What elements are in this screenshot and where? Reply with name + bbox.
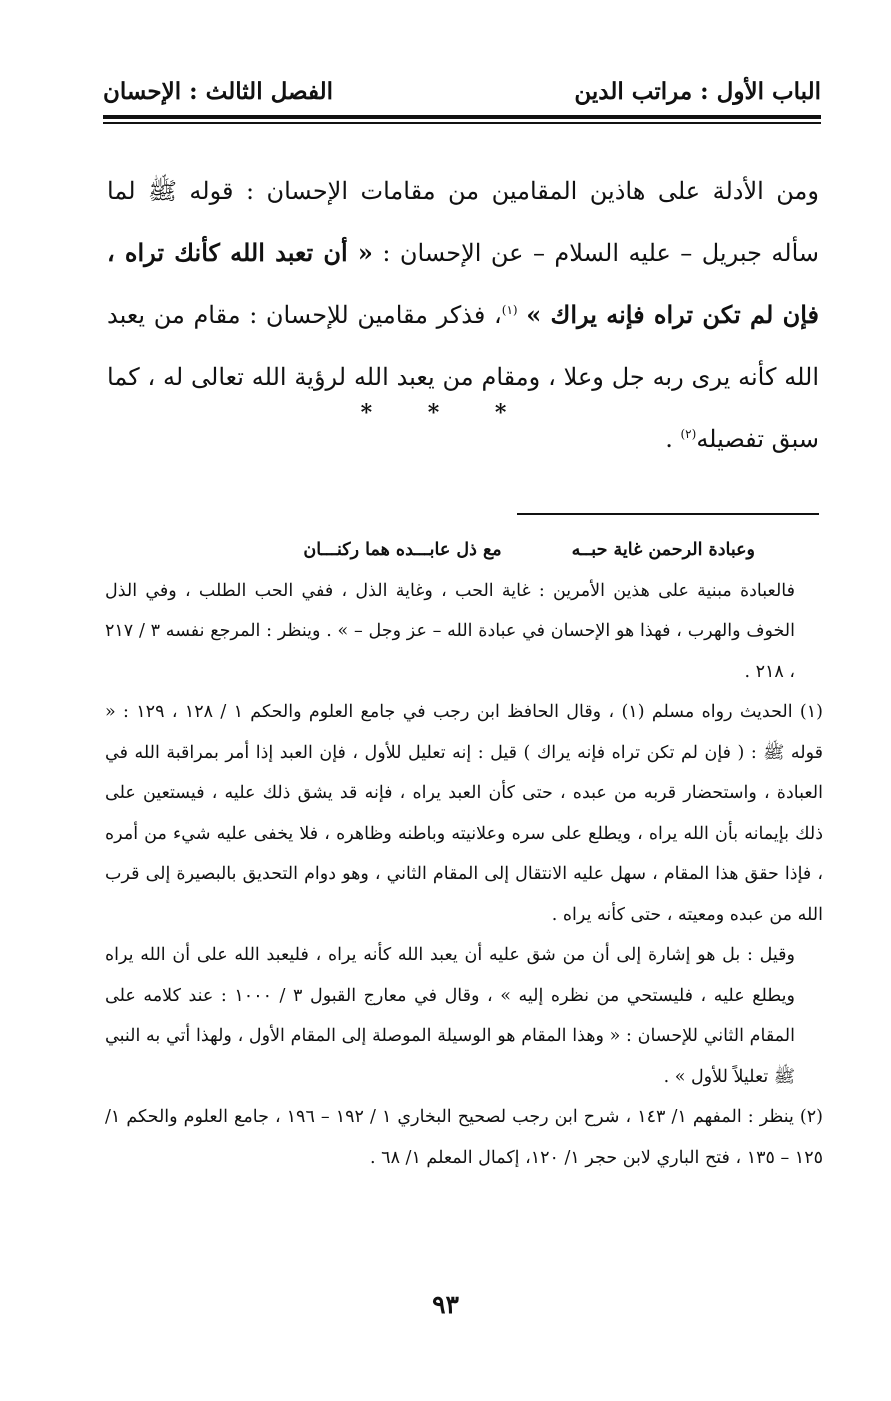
hadith-quote: « أن تعبد الله كأنك تراه ، فإن لم تكن تراه فإنه يراك » (107, 238, 820, 329)
footnote-1-continued: وقيل : بل هو إشارة إلى أن من شق عليه أن يعبد الله كأنه يراه ، فليعبد الله على أن الله يراه ويطلع عليه ، فليستحي من نظره إليه » ، وقال في معارج القبول ٣ / ١٠٠٠ : عند كلامه على المقام الثاني للإحسان : « وهذا المقام هو الوسيلة الموصلة إلى المقام الأول ، ولهذا أتي به النبي ﷺ تعليلاً للأول » . (105, 945, 795, 1087)
footnote-continuation: فالعبادة مبنية على هذين الأمرين : غاية الحب ، وغاية الذل ، ففي الحب الطلب ، وفي الذل الخوف والهرب ، فهذا هو الإحسان في عبادة الله – عز وجل – » . وينظر : المرجع نفسه ٣ / ٢١٧ ، ٢١٨ . (105, 580, 795, 682)
verse-second-hemistich: مع ذل عابـــده هما ركنـــان (303, 540, 502, 560)
main-text-body: ، فذكر مقامين للإحسان : مقام من يعبد الله كأنه يرى ربه جل وعلا ، ومقام من يعبد الله لرؤية الله تعالى له ، كما سبق تفصيله (107, 301, 819, 453)
footnote-separator-line (517, 513, 819, 515)
verse-first-hemistich: وعبادة الرحمن غاية حبــه (571, 540, 755, 560)
footnote-1: (١) الحديث رواه مسلم (١) ، وقال الحافظ ابن رجب في جامع العلوم والحكم ١ / ١٢٨ ، ١٢٩ : « قوله ﷺ : ( فإن لم تكن تراه فإنه يراك ) قيل : إنه تعليل للأول ، فإن العبد إذا أمر بمراقبة الله في العبادة ، واستحضار قربه من عبده ، حتى كأن العبد يراه ، فإنه قد يشق ذلك عليه ، فيستعين على ذلك بإيمانه بأن الله يراه ، ويطلع على سره وعلانيته وباطنه وظاهره ، فلا يخفى عليه شيء من أمره ، فإذا حقق هذا المقام ، سهل عليه الانتقال إلى المقام الثاني ، وهو دوام التحديق بالبصيرة إلى قرب الله من عبده ومعيته ، حتى كأنه يراه . (105, 702, 823, 925)
header-rule-thick (103, 115, 821, 119)
section-title: الفصل الثالث : الإحسان (103, 78, 333, 105)
footnote-ref-2: (٢) (680, 427, 697, 441)
footnote-ref-1: (١) (501, 303, 518, 317)
main-text-intro: ومن الأدلة على هاذين المقامين من مقامات الإحسان : قوله ﷺ لما سأله جبريل – عليه السلام – عن الإحسان : (107, 177, 819, 267)
running-header (103, 74, 821, 112)
main-text-end: . (665, 425, 681, 453)
footnotes (105, 530, 823, 1178)
chapter-title: الباب الأول : مراتب الدين (574, 78, 821, 105)
section-separator: * * * (360, 400, 531, 426)
poem-verse (105, 530, 823, 571)
header-rule-thin (103, 122, 821, 124)
page-number: ٩٣ (432, 1290, 459, 1319)
footnote-2: (٢) ينظر : المفهم ١/ ١٤٣ ، شرح ابن رجب لصحيح البخاري ١ / ١٩٢ – ١٩٦ ، جامع العلوم والحكم ١/ ١٢٥ – ١٣٥ ، فتح الباري لابن حجر ١/ ١٢٠، إكمال المعلم ١/ ٦٨ . (105, 1107, 823, 1168)
